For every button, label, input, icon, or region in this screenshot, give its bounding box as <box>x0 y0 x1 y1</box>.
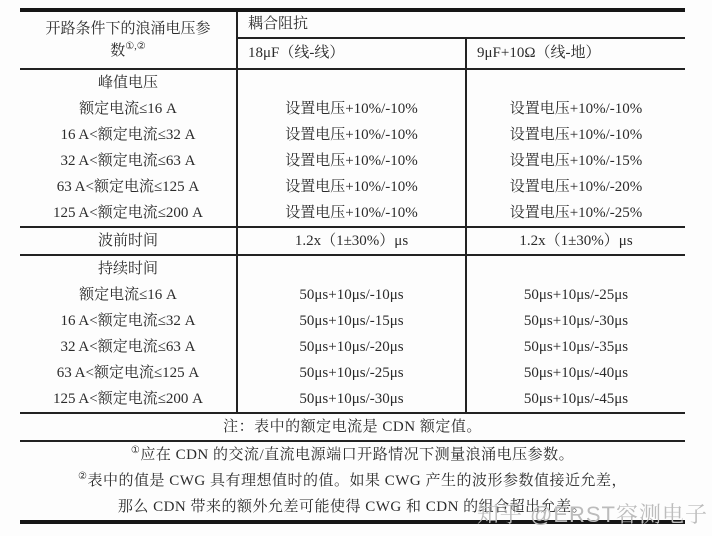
table-row <box>20 282 685 308</box>
front-time-label: 波前时间 <box>20 227 237 255</box>
value-line-ground: 50μs+10μs/-45μs <box>466 386 685 413</box>
table-row <box>20 174 685 200</box>
value-line-ground: 50μs+10μs/-25μs <box>466 282 685 308</box>
table-row <box>20 122 685 148</box>
rated-note-text: 注：表中的额定电流是 CDN 额定值。 <box>20 413 685 441</box>
table-row <box>20 148 685 174</box>
current-range: 32 A<额定电流≤63 A <box>60 339 196 355</box>
duration-title: 持续时间 <box>97 261 158 277</box>
footnote1-text: 应在 CDN 的交流/直流电源端口开路情况下测量浪涌电压参数。 <box>140 447 575 463</box>
value-line-ground: 设置电压+10%/-25% <box>466 200 685 227</box>
param-title-line1: 开路条件下的浪涌电压参 <box>45 21 211 37</box>
value-line-line: 设置电压+10%/-10% <box>237 200 466 227</box>
value-line-line: 50μs+10μs/-20μs <box>237 334 466 360</box>
header-coupling-impedance: 耦合阻抗 <box>237 10 685 38</box>
current-range: 16 A<额定电流≤32 A <box>60 127 196 143</box>
value-line-line: 50μs+10μs/-25μs <box>237 360 466 386</box>
section-title-row <box>20 69 685 96</box>
zhihu-watermark: 知乎 @ERST容测电子 <box>476 502 708 527</box>
header-col-line-line: 18μF（线-线） <box>237 38 466 69</box>
value-line-ground: 设置电压+10%/-20% <box>466 174 685 200</box>
current-range: 63 A<额定电流≤125 A <box>56 179 200 195</box>
header-row-coupling <box>20 10 685 38</box>
current-range: 16 A<额定电流≤32 A <box>60 313 196 329</box>
value-line-ground: 50μs+10μs/-30μs <box>466 308 685 334</box>
footnote2-marker: ② <box>78 471 88 482</box>
peak-voltage-title: 峰值电压 <box>97 75 158 91</box>
table-row <box>20 334 685 360</box>
value-line-line: 设置电压+10%/-10% <box>237 174 466 200</box>
front-time-row <box>20 227 685 255</box>
surge-parameter-table <box>20 8 685 524</box>
footnote2-line1 <box>20 468 685 494</box>
param-title-line2: 数 <box>110 43 126 59</box>
current-range: 32 A<额定电流≤63 A <box>60 153 196 169</box>
footnote1-row <box>20 441 685 468</box>
value-line-ground: 50μs+10μs/-40μs <box>466 360 685 386</box>
value-line-line: 50μs+10μs/-30μs <box>237 386 466 413</box>
value-line-ground: 50μs+10μs/-35μs <box>466 334 685 360</box>
table-row <box>20 200 685 227</box>
current-range: 125 A<额定电流≤200 A <box>52 391 204 407</box>
table-row <box>20 360 685 386</box>
footnote2-row-line1 <box>20 468 685 494</box>
param-title-superscript: ①,② <box>125 41 146 52</box>
header-col-line-ground: 9μF+10Ω（线-地） <box>466 38 685 69</box>
table-row <box>20 386 685 413</box>
footnote2-line1-text: 表中的值是 CWG 具有理想值时的值。如果 CWG 产生的波形参数值接近允差， <box>87 473 627 489</box>
section-title-row <box>20 255 685 282</box>
table-row <box>20 96 685 122</box>
current-range: 125 A<额定电流≤200 A <box>52 205 204 221</box>
value-line-ground: 设置电压+10%/-10% <box>466 96 685 122</box>
footnote1-marker: ① <box>130 445 141 456</box>
front-time-line-ground: 1.2x（1±30%）μs <box>466 227 685 255</box>
value-line-line: 设置电压+10%/-10% <box>237 96 466 122</box>
header-open-circuit-param <box>20 10 237 69</box>
front-time-line-line: 1.2x（1±30%）μs <box>237 227 466 255</box>
value-line-line: 50μs+10μs/-10μs <box>237 282 466 308</box>
value-line-line: 设置电压+10%/-10% <box>237 148 466 174</box>
current-range: 额定电流≤16 A <box>79 101 177 117</box>
table-row <box>20 308 685 334</box>
current-range: 额定电流≤16 A <box>79 287 177 303</box>
value-line-line: 设置电压+10%/-10% <box>237 122 466 148</box>
rated-note-row <box>20 413 685 441</box>
value-line-ground: 设置电压+10%/-10% <box>466 122 685 148</box>
current-range: 63 A<额定电流≤125 A <box>56 365 200 381</box>
value-line-line: 50μs+10μs/-15μs <box>237 308 466 334</box>
value-line-ground: 设置电压+10%/-15% <box>466 148 685 174</box>
footnote2-line2: 那么 CDN 带来的额外允差可能使得 CWG 和 CDN 的组合超出允差。 <box>117 499 588 515</box>
footnote1 <box>20 441 685 468</box>
